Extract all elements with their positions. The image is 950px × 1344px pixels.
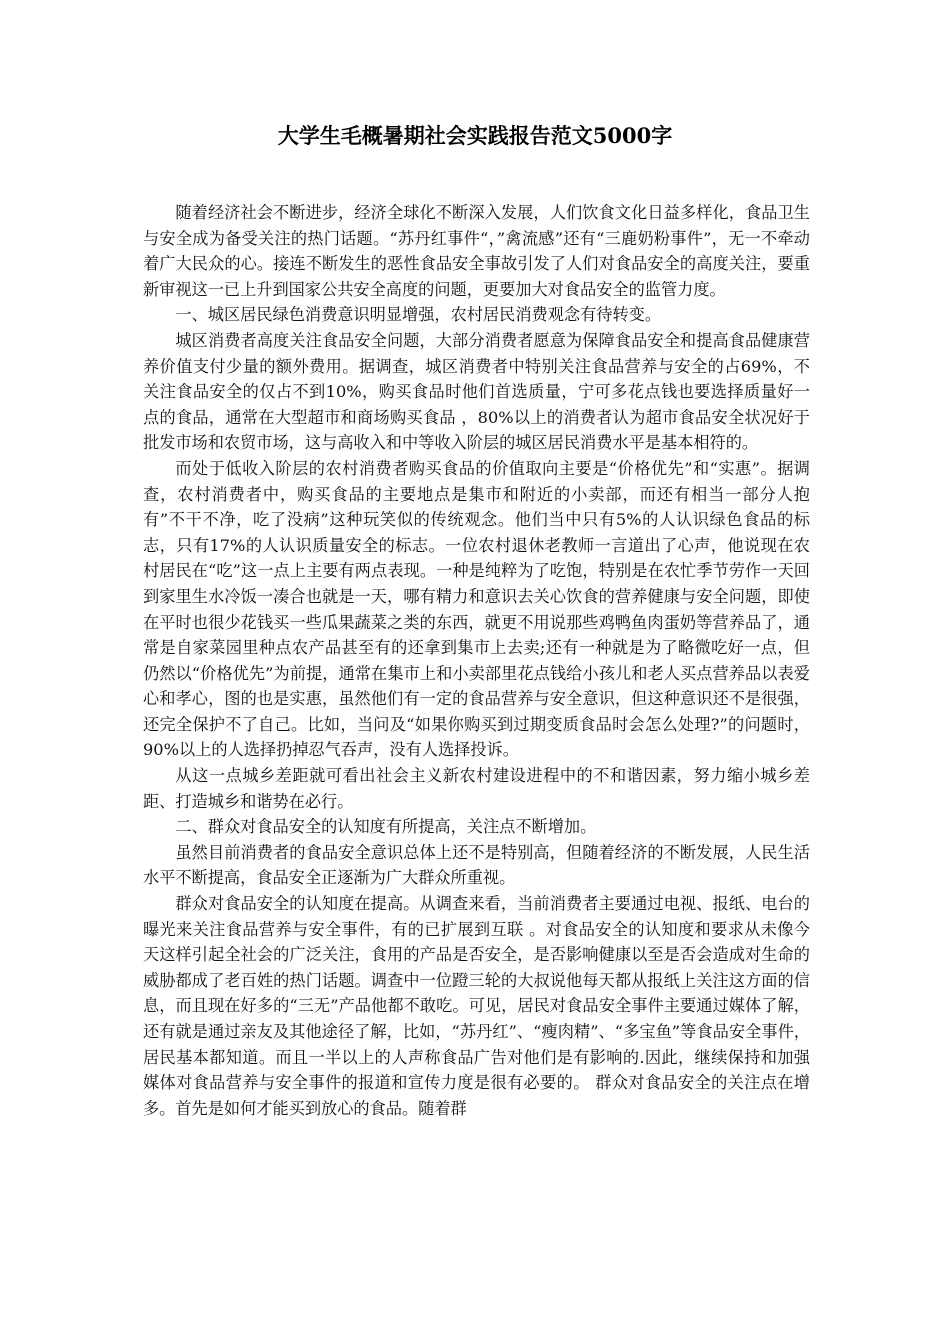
section-heading-1: 一、城区居民绿色消费意识明显增强，农村居民消费观念有待转变。 — [175, 305, 662, 325]
paragraph-intro: 随着经济社会不断进步，经济全球化不断深入发展，人们饮食文化日益多样化，食品卫生与安全成为备受关注的热门话题。“苏丹红事件“，”禽流感”还有“三鹿奶粉事件”，无一不牵动着广大民众的心。接连不断发生的恶性食品安全事故引发了人们对食品安全的高度关注，要重新审视这一已上升到国家公共安全高度的问题，更要加大对食品安全的监管力度。 — [143, 203, 810, 299]
paragraph-cognition: 群众对食品安全的认知度在提高。从调查来看，当前消费者主要通过电视、报纸、电台的曝光来关注食品营养与安全事件，有的已扩展到互联 。对食品安全的认知度和要求从未像今天这样引起全社会的广泛关注，食用的产品是否安全，是否影响健康以至是否会造成对生命的威胁都成了老百姓的热门话题。调查中一位蹬三轮的大叔说他每天都从报纸上关注这方面的信息，而且现在好多的“三无”产品他都不敢吃。可见，居民对食品安全事件主要通过媒体了解，还有就是通过亲友及其他途径了解，比如，“苏丹红”、“瘦肉精”、“多宝鱼”等食品安全事件，居民基本都知道。而且一半以上的人声称食品广告对他们是有影响的.因此，继续保持和加强媒体对食品营养与安全事件的报道和宣传力度是很有必要的。 群众对食品安全的关注点在增多。首先是如何才能买到放心的食品。随着群 — [143, 894, 810, 1118]
section-heading-2: 二、群众对食品安全的认知度有所提高，关注点不断增加。 — [175, 817, 597, 837]
paragraph-urban-rural-gap: 从这一点城乡差距就可看出社会主义新农村建设进程中的不和谐因素，努力缩小城乡差距、打造城乡和谐势在必行。 — [143, 766, 810, 811]
paragraph-rural-consumers: 而处于低收入阶层的农村消费者购买食品的价值取向主要是“价格优先”和“实惠”。据调查，农村消费者中，购买食品的主要地点是集市和附近的小卖部，而还有相当一部分人抱有”不干不净，吃了没病”这种玩笑似的传统观念。他们当中只有5%的人认识绿色食品的标志，只有17%的人认识质量安全的标志。一位农村退休老教师一言道出了心声，他说现在农村居民在“吃”这一点上主要有两点表现。一种是纯粹为了吃饱，特别是在农忙季节劳作一天回到家里生水冷饭一凑合也就是一天，哪有精力和意识去关心饮食的营养健康与安全问题，即使在平时也很少花钱买一些瓜果蔬菜之类的东西，就更不用说那些鸡鸭鱼肉蛋奶等营养品了，通常是自家菜园里种点农产品甚至有的还拿到集市上去卖;还有一种就是为了略微吃好一点，但仍然以“价格优先”为前提，通常在集市上和小卖部里花点钱给小孩儿和老人买点营养品以表爱心和孝心，图的也是实惠，虽然他们有一定的食品营养与安全意识，但这种意识还不是很强，还完全保护不了自己。比如，当问及“如果你购买到过期变质食品时会怎么处理?”的问题时，90%以上的人选择扔掉忍气吞声，没有人选择投诉。 — [143, 458, 810, 760]
document-title: 大学生毛概暑期社会实践报告范文5000字 — [277, 123, 673, 148]
document-body — [143, 200, 810, 1121]
paragraph-urban-consumers: 城区消费者高度关注食品安全问题，大部分消费者愿意为保障食品安全和提高食品健康营养价值支付少量的额外费用。据调查，城区消费者中特别关注食品营养与安全的占69%，不关注食品安全的仅占不到10%，购买食品时他们首选质量，宁可多花点钱也要选择质量好一点的食品，通常在大型超市和商场购买食品 ，80%以上的消费者认为超市食品安全状况好于批发市场和农贸市场，这与高收入和中等收入阶层的城区居民消费水平是基本相符的。 — [143, 330, 810, 453]
paragraph-awareness: 虽然目前消费者的食品安全意识总体上还不是特别高，但随着经济的不断发展，人民生活水平不断提高，食品安全正逐渐为广大群众所重视。 — [143, 842, 810, 888]
